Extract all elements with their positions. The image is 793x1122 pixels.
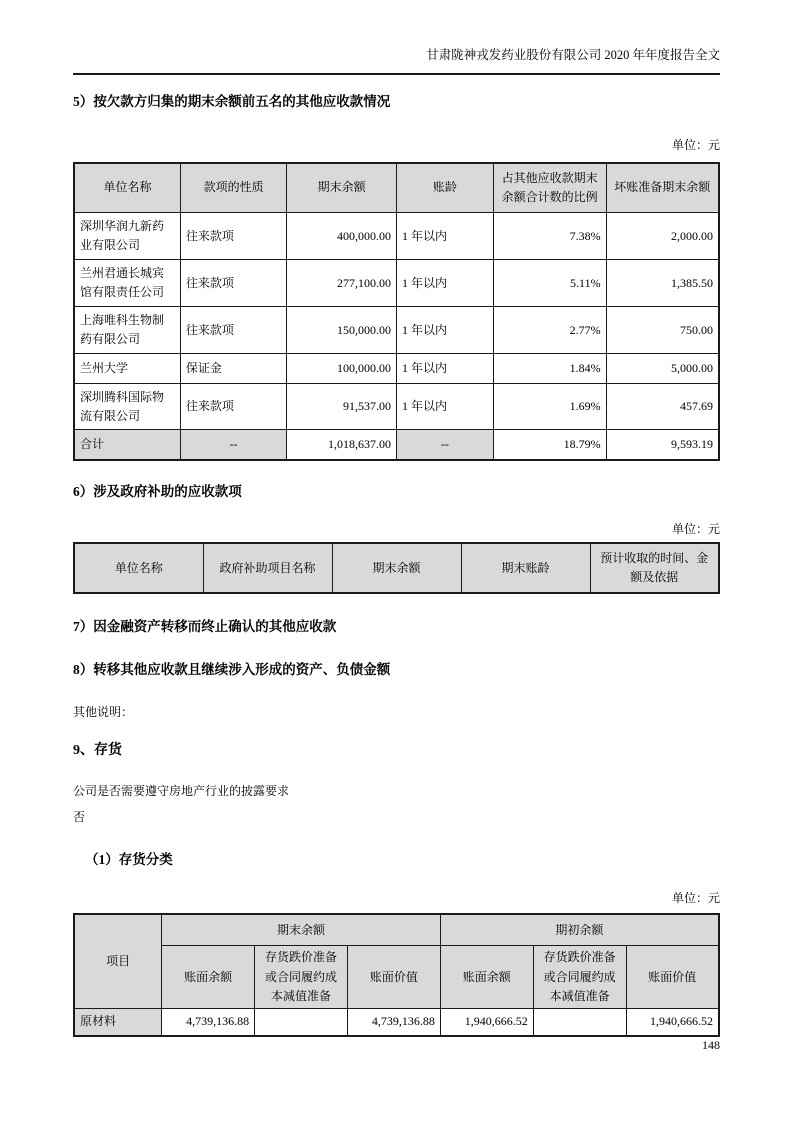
disclosure-question: 公司是否需要遵守房地产行业的披露要求 (73, 784, 290, 799)
table-cell: 1 年以内 (396, 307, 493, 354)
other-receivables-top5-table (73, 162, 720, 461)
table-cell: 457.69 (606, 384, 719, 430)
table-cell: 1.69% (493, 384, 606, 430)
table-cell: 往来款项 (180, 213, 286, 260)
table-cell: 5.11% (493, 260, 606, 307)
table-header-cell: 款项的性质 (180, 163, 286, 213)
table-cell: 150,000.00 (287, 307, 397, 354)
government-subsidy-receivables-table (73, 542, 720, 594)
table-header-cell: 期末账龄 (461, 543, 590, 593)
table-header-cell: 期末余额 (162, 914, 441, 946)
table-cell: 18.79% (493, 430, 606, 460)
inventory-classification-table (73, 913, 720, 1037)
table-cell: 往来款项 (180, 260, 286, 307)
table-cell: -- (396, 430, 493, 460)
table-cell (255, 1009, 348, 1036)
section-8-title: 8）转移其他应收款且继续涉入形成的资产、负债金额 (73, 661, 391, 677)
table-cell: 400,000.00 (287, 213, 397, 260)
table-cell: 1,385.50 (606, 260, 719, 307)
table-cell: 2,000.00 (606, 213, 719, 260)
table-cell: 兰州大学 (74, 354, 180, 384)
table-header-cell: 期末余额 (287, 163, 397, 213)
table-header-cell: 预计收取的时间、金额及依据 (590, 543, 719, 593)
table-cell: 保证金 (180, 354, 286, 384)
table-cell: 100,000.00 (287, 354, 397, 384)
unit-label: 单位：元 (671, 137, 720, 152)
table-header-cell: 账面价值 (347, 946, 440, 1009)
table-header-cell: 政府补助项目名称 (203, 543, 332, 593)
report-title: 甘肃陇神戎发药业股份有限公司 2020 年年度报告全文 (426, 48, 720, 62)
table-cell: 750.00 (606, 307, 719, 354)
table-cell (533, 1009, 626, 1036)
table-cell: -- (180, 430, 286, 460)
table-cell: 深圳腾科国际物流有限公司 (74, 384, 180, 430)
section-9-1-title: （1）存货分类 (85, 852, 173, 868)
table-row (74, 1009, 719, 1036)
table-cell: 往来款项 (180, 307, 286, 354)
table-cell: 往来款项 (180, 384, 286, 430)
table-cell: 1,940,666.52 (626, 1009, 719, 1036)
table-header-cell: 账面余额 (440, 946, 533, 1009)
table-cell: 1,018,637.00 (287, 430, 397, 460)
table-header-cell: 坏账准备期末余额 (606, 163, 719, 213)
table-cell: 277,100.00 (287, 260, 397, 307)
table-header-row (74, 914, 719, 946)
table-subheader-row (74, 946, 719, 1009)
table-header-cell: 账面余额 (162, 946, 255, 1009)
table-cell: 4,739,136.88 (347, 1009, 440, 1036)
section-6-title: 6）涉及政府补助的应收款项 (73, 483, 242, 499)
table-row (74, 354, 719, 384)
unit-label: 单位：元 (671, 890, 720, 905)
disclosure-answer: 否 (73, 809, 86, 824)
table-cell: 深圳华润九新药业有限公司 (74, 213, 180, 260)
table-header-cell: 账面价值 (626, 946, 719, 1009)
section-5-title: 5）按欠款方归集的期末余额前五名的其他应收款情况 (73, 94, 391, 110)
table-header-cell: 账龄 (396, 163, 493, 213)
table-cell: 上海唯科生物制药有限公司 (74, 307, 180, 354)
table-header-cell: 期初余额 (440, 914, 719, 946)
unit-label: 单位：元 (671, 522, 720, 537)
other-notes-label: 其他说明： (73, 705, 134, 720)
table-header-row (74, 163, 719, 213)
table-header-cell: 存货跌价准备或合同履约成本减值准备 (255, 946, 348, 1009)
table-cell: 91,537.00 (287, 384, 397, 430)
table-cell: 1 年以内 (396, 384, 493, 430)
table-header-cell: 占其他应收款期末余额合计数的比例 (493, 163, 606, 213)
table-cell: 1 年以内 (396, 354, 493, 384)
page-number: 148 (702, 1038, 720, 1052)
table-header-cell: 期末余额 (332, 543, 461, 593)
table-row (74, 260, 719, 307)
table-row (74, 384, 719, 430)
table-header-cell: 存货跌价准备或合同履约成本减值准备 (533, 946, 626, 1009)
table-header-row (74, 543, 719, 593)
table-cell: 1,940,666.52 (440, 1009, 533, 1036)
table-cell: 合计 (74, 430, 180, 460)
table-header-cell: 单位名称 (74, 543, 203, 593)
table-row (74, 213, 719, 260)
page-header (73, 0, 720, 75)
table-cell: 5,000.00 (606, 354, 719, 384)
table-cell: 原材料 (74, 1009, 162, 1036)
table-cell: 1 年以内 (396, 213, 493, 260)
table-cell: 1.84% (493, 354, 606, 384)
table-total-row (74, 430, 719, 460)
section-7-title: 7）因金融资产转移而终止确认的其他应收款 (73, 619, 337, 635)
table-header-cell: 项目 (74, 914, 162, 1009)
section-9-title: 9、存货 (73, 743, 122, 759)
table-cell: 4,739,136.88 (162, 1009, 255, 1036)
table-cell: 兰州君通长城宾馆有限责任公司 (74, 260, 180, 307)
table-cell: 9,593.19 (606, 430, 719, 460)
table-header-cell: 单位名称 (74, 163, 180, 213)
table-row (74, 307, 719, 354)
table-cell: 2.77% (493, 307, 606, 354)
table-cell: 1 年以内 (396, 260, 493, 307)
table-cell: 7.38% (493, 213, 606, 260)
